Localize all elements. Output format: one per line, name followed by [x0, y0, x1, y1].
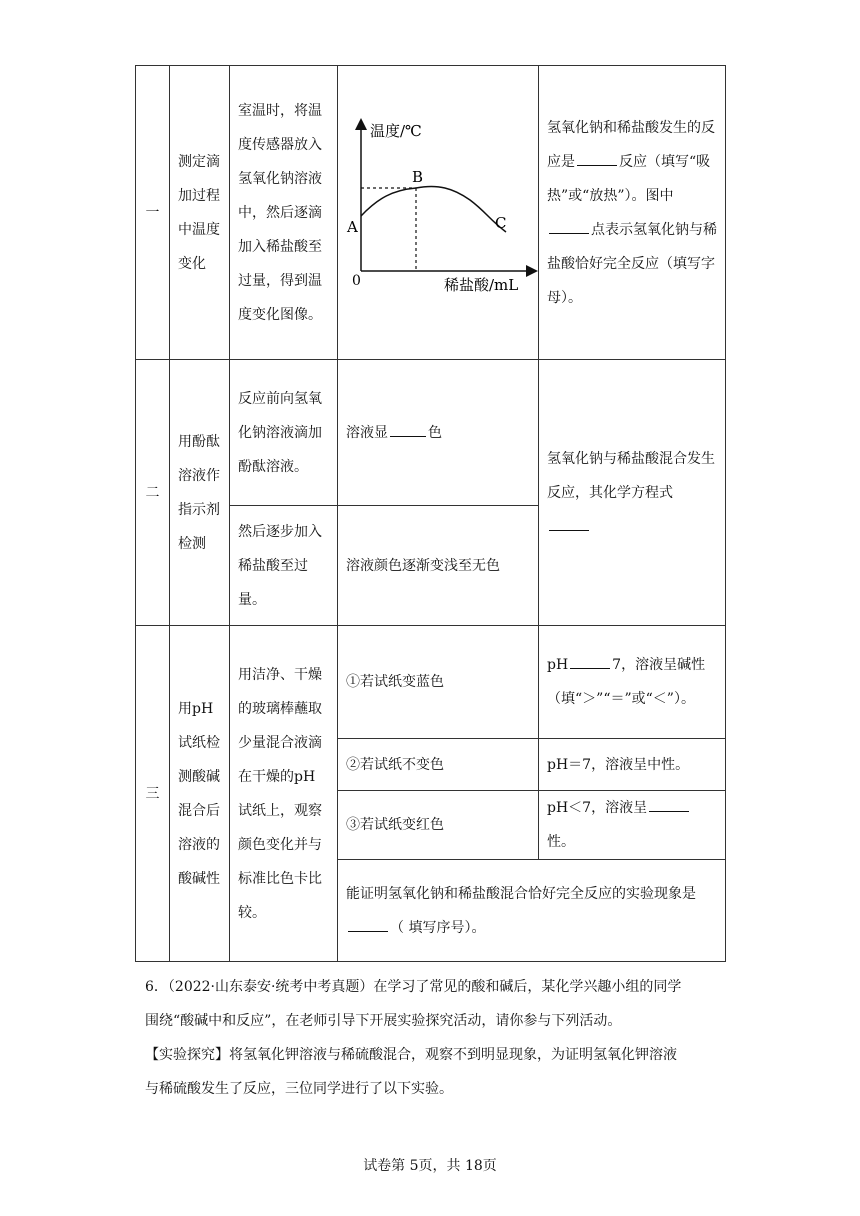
group-number: 三 — [136, 626, 170, 962]
operation-cell: 然后逐步加入稀盐酸至过量。 — [230, 506, 338, 626]
answer-blank[interactable] — [649, 810, 689, 812]
point-a-label: A — [347, 218, 358, 236]
conclusion-text: 氢氧化钠与稀盐酸混合发生反应，其化学方程式 — [547, 450, 715, 501]
point-c-label: C — [495, 214, 507, 232]
point-b-label: B — [412, 168, 424, 186]
phenomenon-cell — [338, 360, 539, 506]
phenomenon-cell: ②若试纸不变色 — [338, 739, 539, 791]
conclusion-text-2: 7，溶液呈碱性（填“＞”“＝”或“＜”）。 — [547, 657, 706, 707]
origin-label: 0 — [352, 273, 361, 289]
phenomenon-cell: 溶液颜色逐渐变浅至无色 — [338, 506, 539, 626]
answer-blank[interactable] — [549, 529, 589, 531]
question-6-line-4: 与稀硫酸发生了反应，三位同学进行了以下实验。 — [145, 1081, 453, 1097]
conclusion-text-3: 点表示氢氧化钠与稀盐酸恰好完全反应（填写字母）。 — [547, 221, 717, 306]
method-cell: 用pH试纸检测酸碱混合后溶液的酸碱性 — [170, 626, 230, 962]
question-6-line-1: 6．（2022·山东泰安·统考中考真题）在学习了常见的酸和碱后，某化学兴趣小组的同学 — [145, 979, 682, 995]
conclusion-text-1: 氢氧化钠和稀盐酸发生的反应是 — [547, 119, 715, 170]
table-row — [136, 66, 726, 360]
conclusion-cell — [539, 360, 726, 626]
table-row — [136, 360, 726, 506]
operation-cell: 反应前向氢氧化钠溶液滴加酚酞溶液。 — [230, 360, 338, 506]
group-number: 一 — [136, 66, 170, 360]
temperature-chart — [338, 66, 538, 346]
page-footer: 试卷第 5页，共 18页 — [363, 1158, 497, 1174]
conclusion-cell — [539, 66, 726, 360]
answer-blank[interactable] — [390, 435, 426, 437]
phenomenon-text-2: 色 — [428, 424, 442, 441]
answer-blank[interactable] — [549, 232, 589, 234]
experiment-table — [135, 65, 726, 962]
temperature-curve — [361, 187, 506, 233]
conclusion-cell — [539, 626, 726, 739]
answer-blank[interactable] — [348, 930, 388, 932]
question-6-line-3: 【实验探究】将氢氧化钾溶液与稀硫酸混合，观察不到明显现象，为证明氢氧化钾溶液 — [145, 1047, 677, 1063]
conclusion-text-2: 性。 — [547, 834, 575, 850]
phenomenon-cell: ①若试纸变蓝色 — [338, 626, 539, 739]
summary-text-2: （ 填写序号）。 — [390, 919, 486, 936]
conclusion-cell: pH＝7，溶液呈中性。 — [539, 739, 726, 791]
summary-text-1: 能证明氢氧化钠和稀盐酸混合恰好完全反应的实验现象是 — [346, 885, 696, 902]
method-cell: 测定滴加过程中温度变化 — [170, 66, 230, 360]
answer-blank[interactable] — [570, 667, 610, 669]
operation-cell: 用洁净、干燥的玻璃棒蘸取少量混合液滴在干燥的pH试纸上，观察颜色变化并与标准比色卡比较。 — [230, 626, 338, 962]
x-axis-label: 稀盐酸/mL — [444, 276, 519, 294]
group-number: 二 — [136, 360, 170, 626]
answer-blank[interactable] — [577, 164, 617, 166]
question-6-line-2: 围绕“酸碱中和反应”，在老师引导下开展实验探究活动，请你参与下列活动。 — [145, 1013, 622, 1029]
conclusion-text-1: pH — [547, 657, 569, 673]
summary-cell — [338, 860, 726, 962]
conclusion-text-1: pH＜7，溶液呈 — [547, 800, 648, 816]
table-row — [136, 626, 726, 739]
phenomenon-text-1: 溶液显 — [346, 424, 388, 441]
temperature-chart-cell — [338, 66, 539, 360]
operation-cell: 室温时，将温度传感器放入氢氧化钠溶液中，然后逐滴加入稀盐酸至过量，得到温度变化图像。 — [230, 66, 338, 360]
y-axis-label: 温度/℃ — [370, 122, 422, 140]
conclusion-cell — [539, 791, 726, 860]
conclusion-text-2: 反应（填写“吸热”或“放热”）。图中 — [547, 153, 711, 204]
method-cell: 用酚酞溶液作指示剂检测 — [170, 360, 230, 626]
phenomenon-cell: ③若试纸变红色 — [338, 791, 539, 860]
